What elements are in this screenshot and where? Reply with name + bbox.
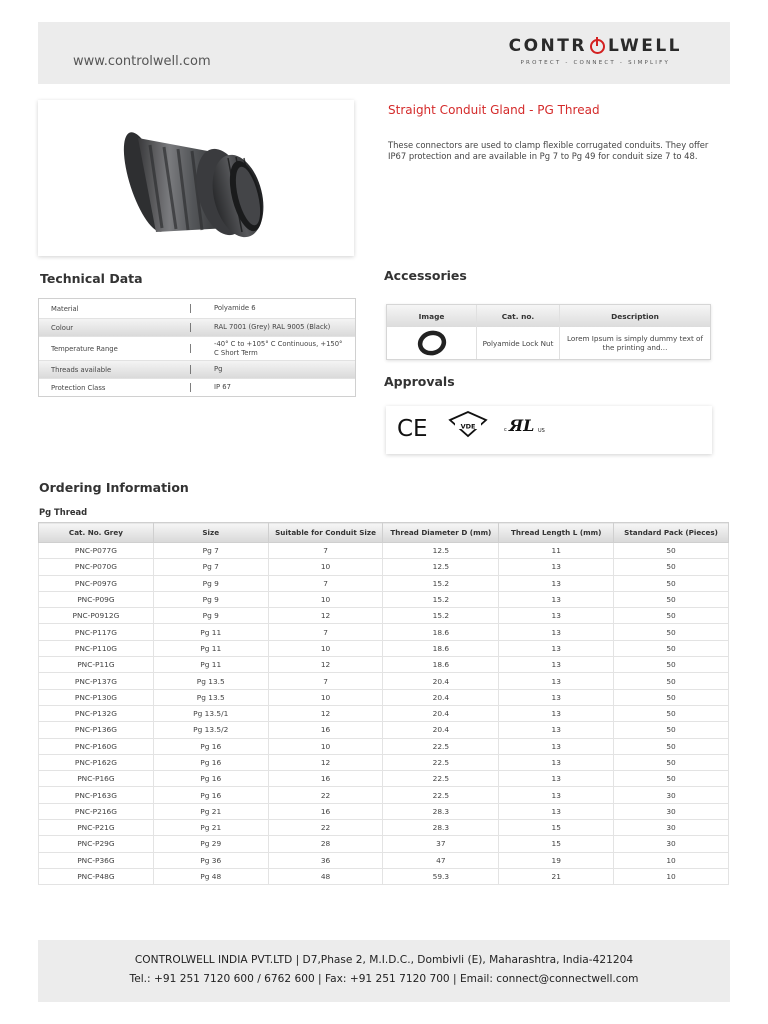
cat-no-cell: PNC-P137G: [39, 673, 154, 689]
footer-address: CONTROLWELL INDIA PVT.LTD | D7,Phase 2, M.I.D.C., Dombivli (E), Maharashtra, India-421204: [134, 954, 634, 966]
standard-pack-cell: 50: [614, 689, 729, 705]
thread-length-cell: 21: [499, 868, 614, 884]
thread-length-cell: 13: [499, 657, 614, 673]
table-row: [39, 722, 729, 738]
cat-no-cell: PNC-P110G: [39, 640, 154, 656]
accessory-cat-no: Polyamide Lock Nut: [477, 327, 560, 359]
thread-diameter-cell: 12.5: [383, 543, 499, 559]
accessory-image-cell: [387, 327, 477, 359]
tech-key: Temperature Range: [51, 344, 118, 353]
thread-diameter-cell: 15.2: [383, 591, 499, 607]
standard-pack-cell: 30: [614, 803, 729, 819]
thread-length-cell: 13: [499, 673, 614, 689]
thread-length-cell: 13: [499, 640, 614, 656]
standard-pack-cell: 50: [614, 624, 729, 640]
size-cell: Pg 7: [153, 543, 268, 559]
thread-length-cell: 13: [499, 754, 614, 770]
conduit-size-cell: 10: [268, 689, 383, 705]
size-cell: Pg 11: [153, 657, 268, 673]
standard-pack-cell: 50: [614, 657, 729, 673]
table-row: [39, 608, 729, 624]
website-url[interactable]: www.controlwell.com: [73, 54, 211, 69]
size-cell: Pg 7: [153, 559, 268, 575]
size-cell: Pg 9: [153, 575, 268, 591]
page-footer: [38, 940, 730, 1002]
size-cell: Pg 29: [153, 836, 268, 852]
table-row: [39, 543, 729, 559]
table-row: [39, 640, 729, 656]
thread-length-cell: 13: [499, 608, 614, 624]
size-cell: Pg 9: [153, 608, 268, 624]
size-cell: Pg 16: [153, 787, 268, 803]
size-cell: Pg 11: [153, 624, 268, 640]
thread-diameter-cell: 20.4: [383, 689, 499, 705]
thread-diameter-cell: 22.5: [383, 754, 499, 770]
thread-diameter-cell: 18.6: [383, 640, 499, 656]
approvals-box: [386, 406, 712, 454]
product-title: Straight Conduit Gland - PG Thread: [388, 103, 600, 117]
technical-data-table: [38, 298, 356, 397]
tech-row-colour: [39, 319, 355, 337]
table-row: [39, 771, 729, 787]
controlwell-logo: [509, 36, 682, 66]
tech-key: Colour: [51, 323, 74, 332]
cat-no-cell: PNC-P0912G: [39, 608, 154, 624]
header-cat-no: Cat. no.: [477, 305, 560, 327]
size-cell: Pg 16: [153, 754, 268, 770]
thread-length-cell: 13: [499, 803, 614, 819]
tech-separator: |: [189, 322, 193, 333]
thread-length-cell: 13: [499, 787, 614, 803]
table-row: [39, 575, 729, 591]
standard-pack-cell: 50: [614, 771, 729, 787]
tech-value: IP 67: [214, 383, 231, 391]
conduit-size-cell: 10: [268, 640, 383, 656]
technical-data-title: Technical Data: [40, 271, 143, 286]
thread-diameter-cell: 22.5: [383, 771, 499, 787]
tech-separator: |: [189, 382, 193, 393]
ordering-table: [38, 522, 729, 885]
thread-length-cell: 13: [499, 689, 614, 705]
table-row: [39, 820, 729, 836]
cat-no-cell: PNC-P097G: [39, 575, 154, 591]
col-size: Size: [153, 523, 268, 543]
standard-pack-cell: 50: [614, 673, 729, 689]
standard-pack-cell: 50: [614, 559, 729, 575]
accessories-title: Accessories: [384, 268, 467, 283]
thread-length-cell: 13: [499, 738, 614, 754]
table-row: [39, 705, 729, 721]
svg-text:CE: CE: [397, 416, 428, 440]
header-description: Description: [611, 311, 659, 321]
logo-text-right: LWELL: [607, 36, 682, 56]
table-row: [39, 591, 729, 607]
size-cell: Pg 9: [153, 591, 268, 607]
thread-diameter-cell: 22.5: [383, 738, 499, 754]
thread-length-cell: 13: [499, 624, 614, 640]
tech-value: RAL 7001 (Grey) RAL 9005 (Black): [214, 323, 331, 331]
tech-separator: |: [189, 343, 193, 354]
thread-diameter-cell: 59.3: [383, 868, 499, 884]
conduit-gland-image: [38, 100, 354, 256]
cat-no-cell: PNC-P117G: [39, 624, 154, 640]
thread-diameter-cell: 15.2: [383, 608, 499, 624]
conduit-size-cell: 10: [268, 591, 383, 607]
tech-separator: |: [189, 303, 193, 314]
thread-diameter-cell: 47: [383, 852, 499, 868]
vde-mark-icon: [448, 410, 488, 438]
cat-no-cell: PNC-P21G: [39, 820, 154, 836]
size-cell: Pg 13.5/2: [153, 722, 268, 738]
thread-length-cell: 13: [499, 771, 614, 787]
tech-key: Material: [51, 304, 79, 313]
standard-pack-cell: 10: [614, 852, 729, 868]
table-row: [39, 624, 729, 640]
cat-no-cell: PNC-P36G: [39, 852, 154, 868]
accessory-description: Lorem Ipsum is simply dummy text of the printing and...: [567, 334, 703, 352]
standard-pack-cell: 30: [614, 787, 729, 803]
cat-no-cell: PNC-P136G: [39, 722, 154, 738]
standard-pack-cell: 50: [614, 640, 729, 656]
size-cell: Pg 16: [153, 738, 268, 754]
svg-text:US: US: [538, 428, 545, 434]
col-standard-pack: Standard Pack (Pieces): [614, 523, 729, 543]
thread-diameter-cell: 28.3: [383, 820, 499, 836]
thread-length-cell: 13: [499, 559, 614, 575]
pg-thread-subtitle: Pg Thread: [39, 507, 88, 517]
thread-diameter-cell: 22.5: [383, 787, 499, 803]
accessory-row: [387, 327, 710, 359]
col-thread-diameter: Thread Diameter D (mm): [383, 523, 499, 543]
product-image-card: [38, 100, 354, 256]
conduit-size-cell: 16: [268, 771, 383, 787]
conduit-size-cell: 22: [268, 820, 383, 836]
tech-separator: |: [189, 364, 193, 375]
cat-no-cell: PNC-P216G: [39, 803, 154, 819]
thread-diameter-cell: 20.4: [383, 705, 499, 721]
col-thread-length: Thread Length L (mm): [499, 523, 614, 543]
table-row: [39, 836, 729, 852]
standard-pack-cell: 50: [614, 705, 729, 721]
tech-row-threads: [39, 361, 355, 379]
size-cell: Pg 36: [153, 852, 268, 868]
standard-pack-cell: 50: [614, 608, 729, 624]
tech-row-protection: [39, 379, 355, 396]
table-row: [39, 868, 729, 884]
thread-length-cell: 13: [499, 591, 614, 607]
ordering-header-row: [39, 523, 729, 543]
cat-no-cell: PNC-P162G: [39, 754, 154, 770]
thread-diameter-cell: 12.5: [383, 559, 499, 575]
thread-length-cell: 19: [499, 852, 614, 868]
size-cell: Pg 21: [153, 820, 268, 836]
thread-length-cell: 13: [499, 722, 614, 738]
size-cell: Pg 16: [153, 771, 268, 787]
cat-no-cell: PNC-P132G: [39, 705, 154, 721]
size-cell: Pg 11: [153, 640, 268, 656]
thread-length-cell: 13: [499, 705, 614, 721]
tech-key: Threads available: [51, 365, 112, 374]
conduit-size-cell: 7: [268, 624, 383, 640]
tech-value: -40° C to +105° C Continuous, +150° C Short Term: [214, 339, 343, 357]
conduit-size-cell: 12: [268, 608, 383, 624]
cat-no-cell: PNC-P070G: [39, 559, 154, 575]
standard-pack-cell: 30: [614, 836, 729, 852]
cat-no-cell: PNC-P09G: [39, 591, 154, 607]
cat-no-cell: PNC-P29G: [39, 836, 154, 852]
thread-diameter-cell: 18.6: [383, 624, 499, 640]
conduit-size-cell: 7: [268, 673, 383, 689]
thread-diameter-cell: 37: [383, 836, 499, 852]
ce-mark-icon: [396, 414, 428, 440]
table-row: [39, 738, 729, 754]
size-cell: Pg 48: [153, 868, 268, 884]
standard-pack-cell: 50: [614, 591, 729, 607]
size-cell: Pg 13.5: [153, 689, 268, 705]
thread-length-cell: 11: [499, 543, 614, 559]
cat-no-cell: PNC-P11G: [39, 657, 154, 673]
accessories-header-row: [387, 305, 710, 327]
table-row: [39, 657, 729, 673]
svg-text:VDE: VDE: [460, 422, 476, 431]
size-cell: Pg 21: [153, 803, 268, 819]
col-conduit-size: Suitable for Conduit Size: [268, 523, 383, 543]
standard-pack-cell: 50: [614, 543, 729, 559]
cat-no-cell: PNC-P077G: [39, 543, 154, 559]
page-header: [38, 22, 730, 84]
tech-value: Pg: [214, 365, 223, 373]
size-cell: Pg 13.5/1: [153, 705, 268, 721]
standard-pack-cell: 50: [614, 754, 729, 770]
table-row: [39, 852, 729, 868]
conduit-size-cell: 22: [268, 787, 383, 803]
table-row: [39, 787, 729, 803]
thread-diameter-cell: 20.4: [383, 673, 499, 689]
standard-pack-cell: 50: [614, 738, 729, 754]
standard-pack-cell: 30: [614, 820, 729, 836]
conduit-size-cell: 10: [268, 559, 383, 575]
approvals-title: Approvals: [384, 374, 455, 389]
conduit-size-cell: 10: [268, 738, 383, 754]
footer-contact: Tel.: +91 251 7120 600 / 6762 600 | Fax: +91 251 7120 700 | Email: connect@connectwell.com: [129, 973, 639, 985]
thread-diameter-cell: 15.2: [383, 575, 499, 591]
product-description: These connectors are used to clamp flexible corrugated conduits. They offer IP67 protection and are available in Pg 7 to Pg 49 for conduit size 7 to 48.: [388, 140, 709, 161]
logo-tagline: PROTECT - CONNECT - SIMPLIFY: [520, 60, 671, 66]
tech-row-temperature: [39, 337, 355, 361]
conduit-size-cell: 16: [268, 722, 383, 738]
conduit-size-cell: 36: [268, 852, 383, 868]
conduit-size-cell: 12: [268, 754, 383, 770]
tech-row-material: [39, 299, 355, 319]
standard-pack-cell: 50: [614, 722, 729, 738]
ordering-table-body: [39, 543, 729, 885]
size-cell: Pg 13.5: [153, 673, 268, 689]
conduit-size-cell: 7: [268, 543, 383, 559]
thread-diameter-cell: 28.3: [383, 803, 499, 819]
table-row: [39, 673, 729, 689]
cat-no-cell: PNC-P48G: [39, 868, 154, 884]
tech-key: Protection Class: [51, 383, 106, 392]
conduit-size-cell: 48: [268, 868, 383, 884]
thread-diameter-cell: 20.4: [383, 722, 499, 738]
table-row: [39, 689, 729, 705]
conduit-size-cell: 12: [268, 705, 383, 721]
thread-diameter-cell: 18.6: [383, 657, 499, 673]
cat-no-cell: PNC-P163G: [39, 787, 154, 803]
svg-text:ЯL: ЯL: [509, 416, 535, 435]
cat-no-cell: PNC-P160G: [39, 738, 154, 754]
lock-nut-icon: [417, 330, 447, 356]
conduit-size-cell: 7: [268, 575, 383, 591]
table-row: [39, 559, 729, 575]
power-o-icon: [590, 39, 605, 54]
header-image: Image: [387, 305, 477, 327]
conduit-size-cell: 16: [268, 803, 383, 819]
standard-pack-cell: 50: [614, 575, 729, 591]
thread-length-cell: 13: [499, 575, 614, 591]
accessories-table: [386, 304, 711, 360]
col-cat-no: Cat. No. Grey: [39, 523, 154, 543]
logo-text-left: CONTR: [508, 36, 587, 56]
svg-text:c: c: [504, 427, 507, 433]
thread-length-cell: 15: [499, 836, 614, 852]
table-row: [39, 803, 729, 819]
standard-pack-cell: 10: [614, 868, 729, 884]
ul-mark-icon: [504, 412, 552, 438]
conduit-size-cell: 28: [268, 836, 383, 852]
table-row: [39, 754, 729, 770]
conduit-size-cell: 12: [268, 657, 383, 673]
tech-value: Polyamide 6: [214, 304, 256, 312]
ordering-information-title: Ordering Information: [39, 480, 189, 495]
thread-length-cell: 15: [499, 820, 614, 836]
cat-no-cell: PNC-P16G: [39, 771, 154, 787]
cat-no-cell: PNC-P130G: [39, 689, 154, 705]
